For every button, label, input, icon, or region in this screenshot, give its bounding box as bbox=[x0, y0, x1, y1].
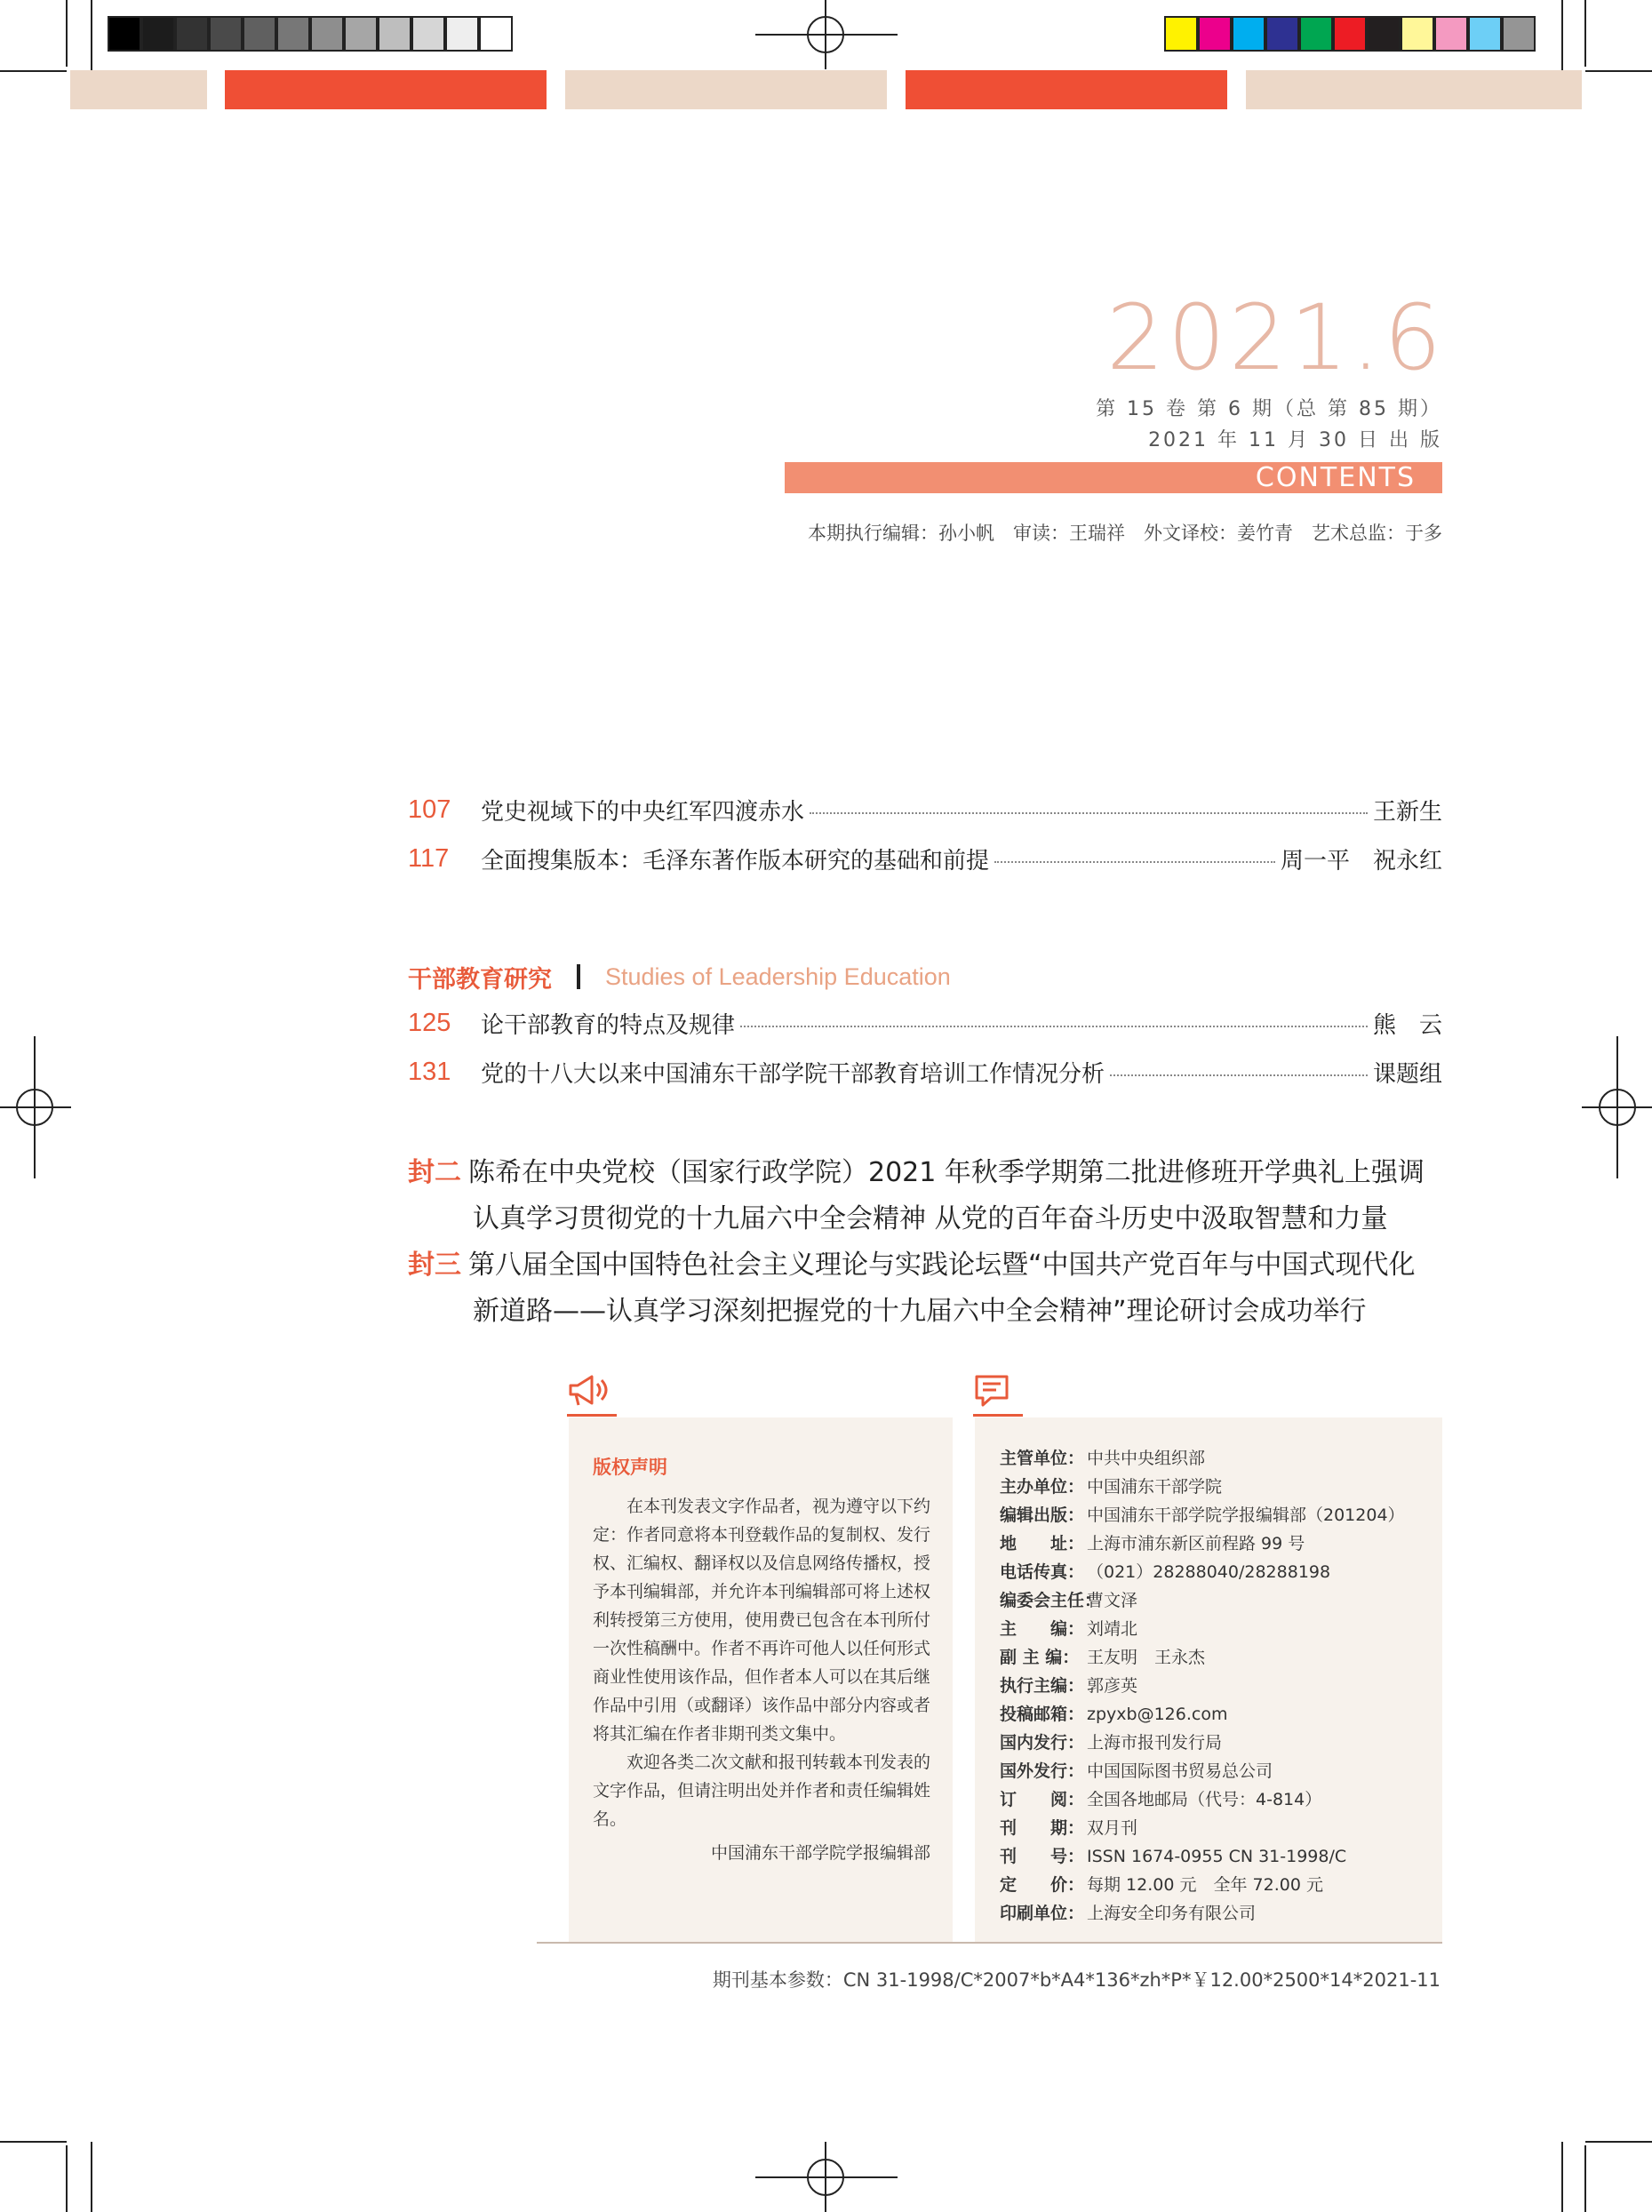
info-row bbox=[1000, 1444, 1405, 1473]
article-author: 王新生 bbox=[1372, 798, 1442, 826]
toc-entry[interactable] bbox=[408, 790, 1442, 829]
info-key: 印刷单位： bbox=[1000, 1904, 1085, 1923]
info-value: 上海市报刊发行局 bbox=[1087, 1733, 1223, 1753]
publish-date: 2021 年 11 月 30 日 出 版 bbox=[1148, 429, 1442, 451]
info-row bbox=[1000, 1814, 1405, 1842]
info-value: 中国浦东干部学院 bbox=[1087, 1477, 1223, 1497]
toc-entry[interactable] bbox=[408, 839, 1442, 878]
article-author: 课题组 bbox=[1372, 1060, 1442, 1088]
editors-line: 本期执行编辑：孙小帆 审读：王瑞祥 外文译校：姜竹青 艺术总监：于多 bbox=[808, 523, 1442, 544]
toc-entry[interactable] bbox=[408, 1052, 1442, 1091]
article-title: 党史视域下的中央红军四渡赤水 bbox=[481, 798, 805, 826]
page-number: 125 bbox=[408, 1008, 451, 1037]
section-title-en: Studies of Leadership Education bbox=[605, 962, 951, 990]
info-value: 全国各地邮局（代号：4-814） bbox=[1087, 1790, 1322, 1809]
cover2-line2: 认真学习贯彻党的十九届六中全会精神 从党的百年奋斗历史中汲取智慧和力量 bbox=[473, 1203, 1388, 1234]
info-value: zpyxb@126.com bbox=[1087, 1705, 1228, 1724]
cover3-text: 第八届全国中国特色社会主义理论与实践论坛暨“中国共产党百年与中国式现代化 bbox=[468, 1250, 1416, 1281]
info-panel bbox=[975, 1417, 1442, 1942]
cover3-line2: 新道路——认真学习深刻把握党的十九届六中全会精神”理论研讨会成功举行 bbox=[473, 1296, 1367, 1327]
info-value: 中国国际图书贸易总公司 bbox=[1087, 1761, 1273, 1781]
toc-entry[interactable] bbox=[408, 1003, 1442, 1042]
info-value: 中国浦东干部学院学报编辑部（201204） bbox=[1087, 1505, 1405, 1525]
copyright-panel bbox=[569, 1417, 953, 1942]
info-key: 主 编： bbox=[1000, 1619, 1085, 1639]
panel-baseline bbox=[537, 1942, 1442, 1944]
copyright-para1: 在本刊发表文字作品者，视为遵守以下约定：作者同意将本刊登载作品的复制权、发行权、汇编权、翻译权以及信息网络传播权，授予本刊编辑部，并允许本刊编辑部可将上述权利转授第三方使用，使用费已包含在本刊所付一次性稿酬中。作者不再许可他人以任何形式商业性使用该作品，但作者本人可以在其后继作品中引用（或翻译）该作品中部分内容或者将其汇编在作者非期刊类文集中。 bbox=[593, 1497, 931, 1744]
info-key: 主管单位： bbox=[1000, 1449, 1085, 1468]
article-author: 熊 云 bbox=[1372, 1011, 1442, 1039]
cover2-text: 陈希在中央党校（国家行政学院）2021 年秋季学期第二批进修班开学典礼上强调 bbox=[468, 1157, 1425, 1188]
issue-year: 2021.6 bbox=[1106, 285, 1445, 391]
publication-info bbox=[1000, 1444, 1405, 1928]
article-title: 全面搜集版本：毛泽东著作版本研究的基础和前提 bbox=[481, 847, 990, 874]
info-row bbox=[1000, 1643, 1405, 1672]
info-row bbox=[1000, 1615, 1405, 1643]
info-row bbox=[1000, 1842, 1405, 1871]
article-title: 论干部教育的特点及规律 bbox=[481, 1011, 736, 1039]
top-band bbox=[906, 70, 1227, 109]
info-value: 上海市浦东新区前程路 99 号 bbox=[1087, 1534, 1305, 1553]
megaphone-icon bbox=[567, 1373, 611, 1409]
article-title: 党的十八大以来中国浦东干部学院干部教育培训工作情况分析 bbox=[481, 1060, 1105, 1088]
info-value: （021）28288040/28288198 bbox=[1087, 1562, 1331, 1582]
info-row bbox=[1000, 1871, 1405, 1899]
copyright-signature: 中国浦东干部学院学报编辑部 bbox=[710, 1843, 930, 1863]
info-key: 电话传真： bbox=[1000, 1562, 1085, 1582]
info-row bbox=[1000, 1586, 1405, 1615]
info-key: 执行主编： bbox=[1000, 1676, 1085, 1696]
page-number: 131 bbox=[408, 1057, 451, 1086]
page-number: 117 bbox=[408, 843, 450, 873]
top-band bbox=[70, 70, 207, 109]
info-row bbox=[1000, 1729, 1405, 1757]
info-key: 投稿邮箱： bbox=[1000, 1705, 1085, 1724]
top-band bbox=[225, 70, 547, 109]
cover3-line1 bbox=[408, 1242, 1448, 1289]
info-value: 刘靖北 bbox=[1087, 1619, 1138, 1639]
leader-dots bbox=[740, 1026, 1368, 1027]
section-title-cn: 干部教育研究 bbox=[408, 965, 552, 994]
info-row bbox=[1000, 1785, 1405, 1814]
leader-dots bbox=[994, 861, 1275, 863]
info-row bbox=[1000, 1473, 1405, 1501]
panel-accent bbox=[567, 1414, 617, 1417]
volume-line: 第 15 卷 第 6 期（总 第 85 期） bbox=[1096, 398, 1442, 420]
leader-dots bbox=[1110, 1074, 1368, 1076]
info-value: ISSN 1674-0955 CN 31-1998/C bbox=[1087, 1847, 1347, 1866]
copyright-para2: 欢迎各类二次文献和报刊转载本刊发表的文字作品，但请注明出处并作者和责任编辑姓名。 bbox=[593, 1753, 931, 1829]
info-row bbox=[1000, 1899, 1405, 1928]
copyright-heading: 版权声明 bbox=[593, 1457, 667, 1478]
info-value: 王友明 王永杰 bbox=[1087, 1648, 1206, 1667]
contents-bar bbox=[785, 462, 1442, 493]
info-value: 双月刊 bbox=[1087, 1818, 1138, 1838]
top-band bbox=[1246, 70, 1582, 109]
info-key: 刊 期： bbox=[1000, 1818, 1085, 1838]
info-key: 订 阅： bbox=[1000, 1790, 1085, 1809]
cover3-label: 封三 bbox=[408, 1250, 461, 1281]
info-value: 每期 12.00 元 全年 72.00 元 bbox=[1087, 1875, 1323, 1895]
panel-accent bbox=[973, 1414, 1023, 1417]
info-row bbox=[1000, 1700, 1405, 1729]
message-icon bbox=[973, 1373, 1012, 1409]
article-author: 周一平 祝永红 bbox=[1280, 847, 1442, 874]
info-key: 国外发行： bbox=[1000, 1761, 1085, 1781]
info-row bbox=[1000, 1757, 1405, 1785]
section-divider bbox=[577, 964, 580, 989]
info-key: 地 址： bbox=[1000, 1534, 1085, 1553]
info-value: 郭彦英 bbox=[1087, 1676, 1138, 1696]
info-key: 副 主 编： bbox=[1000, 1648, 1080, 1667]
info-row bbox=[1000, 1529, 1405, 1558]
info-key: 定 价： bbox=[1000, 1875, 1085, 1895]
info-key: 编辑出版： bbox=[1000, 1505, 1085, 1525]
info-key: 主办单位： bbox=[1000, 1477, 1085, 1497]
cover2-line1 bbox=[408, 1150, 1448, 1196]
info-row bbox=[1000, 1672, 1405, 1700]
info-key: 编委会主任： bbox=[1000, 1591, 1102, 1610]
info-key: 刊 号： bbox=[1000, 1847, 1085, 1866]
info-key: 国内发行： bbox=[1000, 1733, 1085, 1753]
leader-dots bbox=[810, 812, 1368, 814]
section-heading bbox=[408, 959, 951, 994]
journal-params: 期刊基本参数：CN 31-1998/C*2007*b*A4*136*zh*P*￥12.00*2500*14*2021-11 bbox=[712, 1969, 1441, 1991]
info-row bbox=[1000, 1501, 1405, 1529]
copyright-text bbox=[593, 1453, 930, 1867]
info-value: 曹文泽 bbox=[1087, 1591, 1138, 1610]
contents-label: CONTENTS bbox=[1255, 462, 1416, 493]
info-row bbox=[1000, 1558, 1405, 1586]
info-value: 上海安全印务有限公司 bbox=[1087, 1904, 1257, 1923]
info-value: 中共中央组织部 bbox=[1087, 1449, 1206, 1468]
cover2-label: 封二 bbox=[408, 1157, 461, 1188]
page-number: 107 bbox=[408, 795, 451, 824]
top-band bbox=[565, 70, 887, 109]
cover-notes bbox=[408, 1150, 1448, 1335]
